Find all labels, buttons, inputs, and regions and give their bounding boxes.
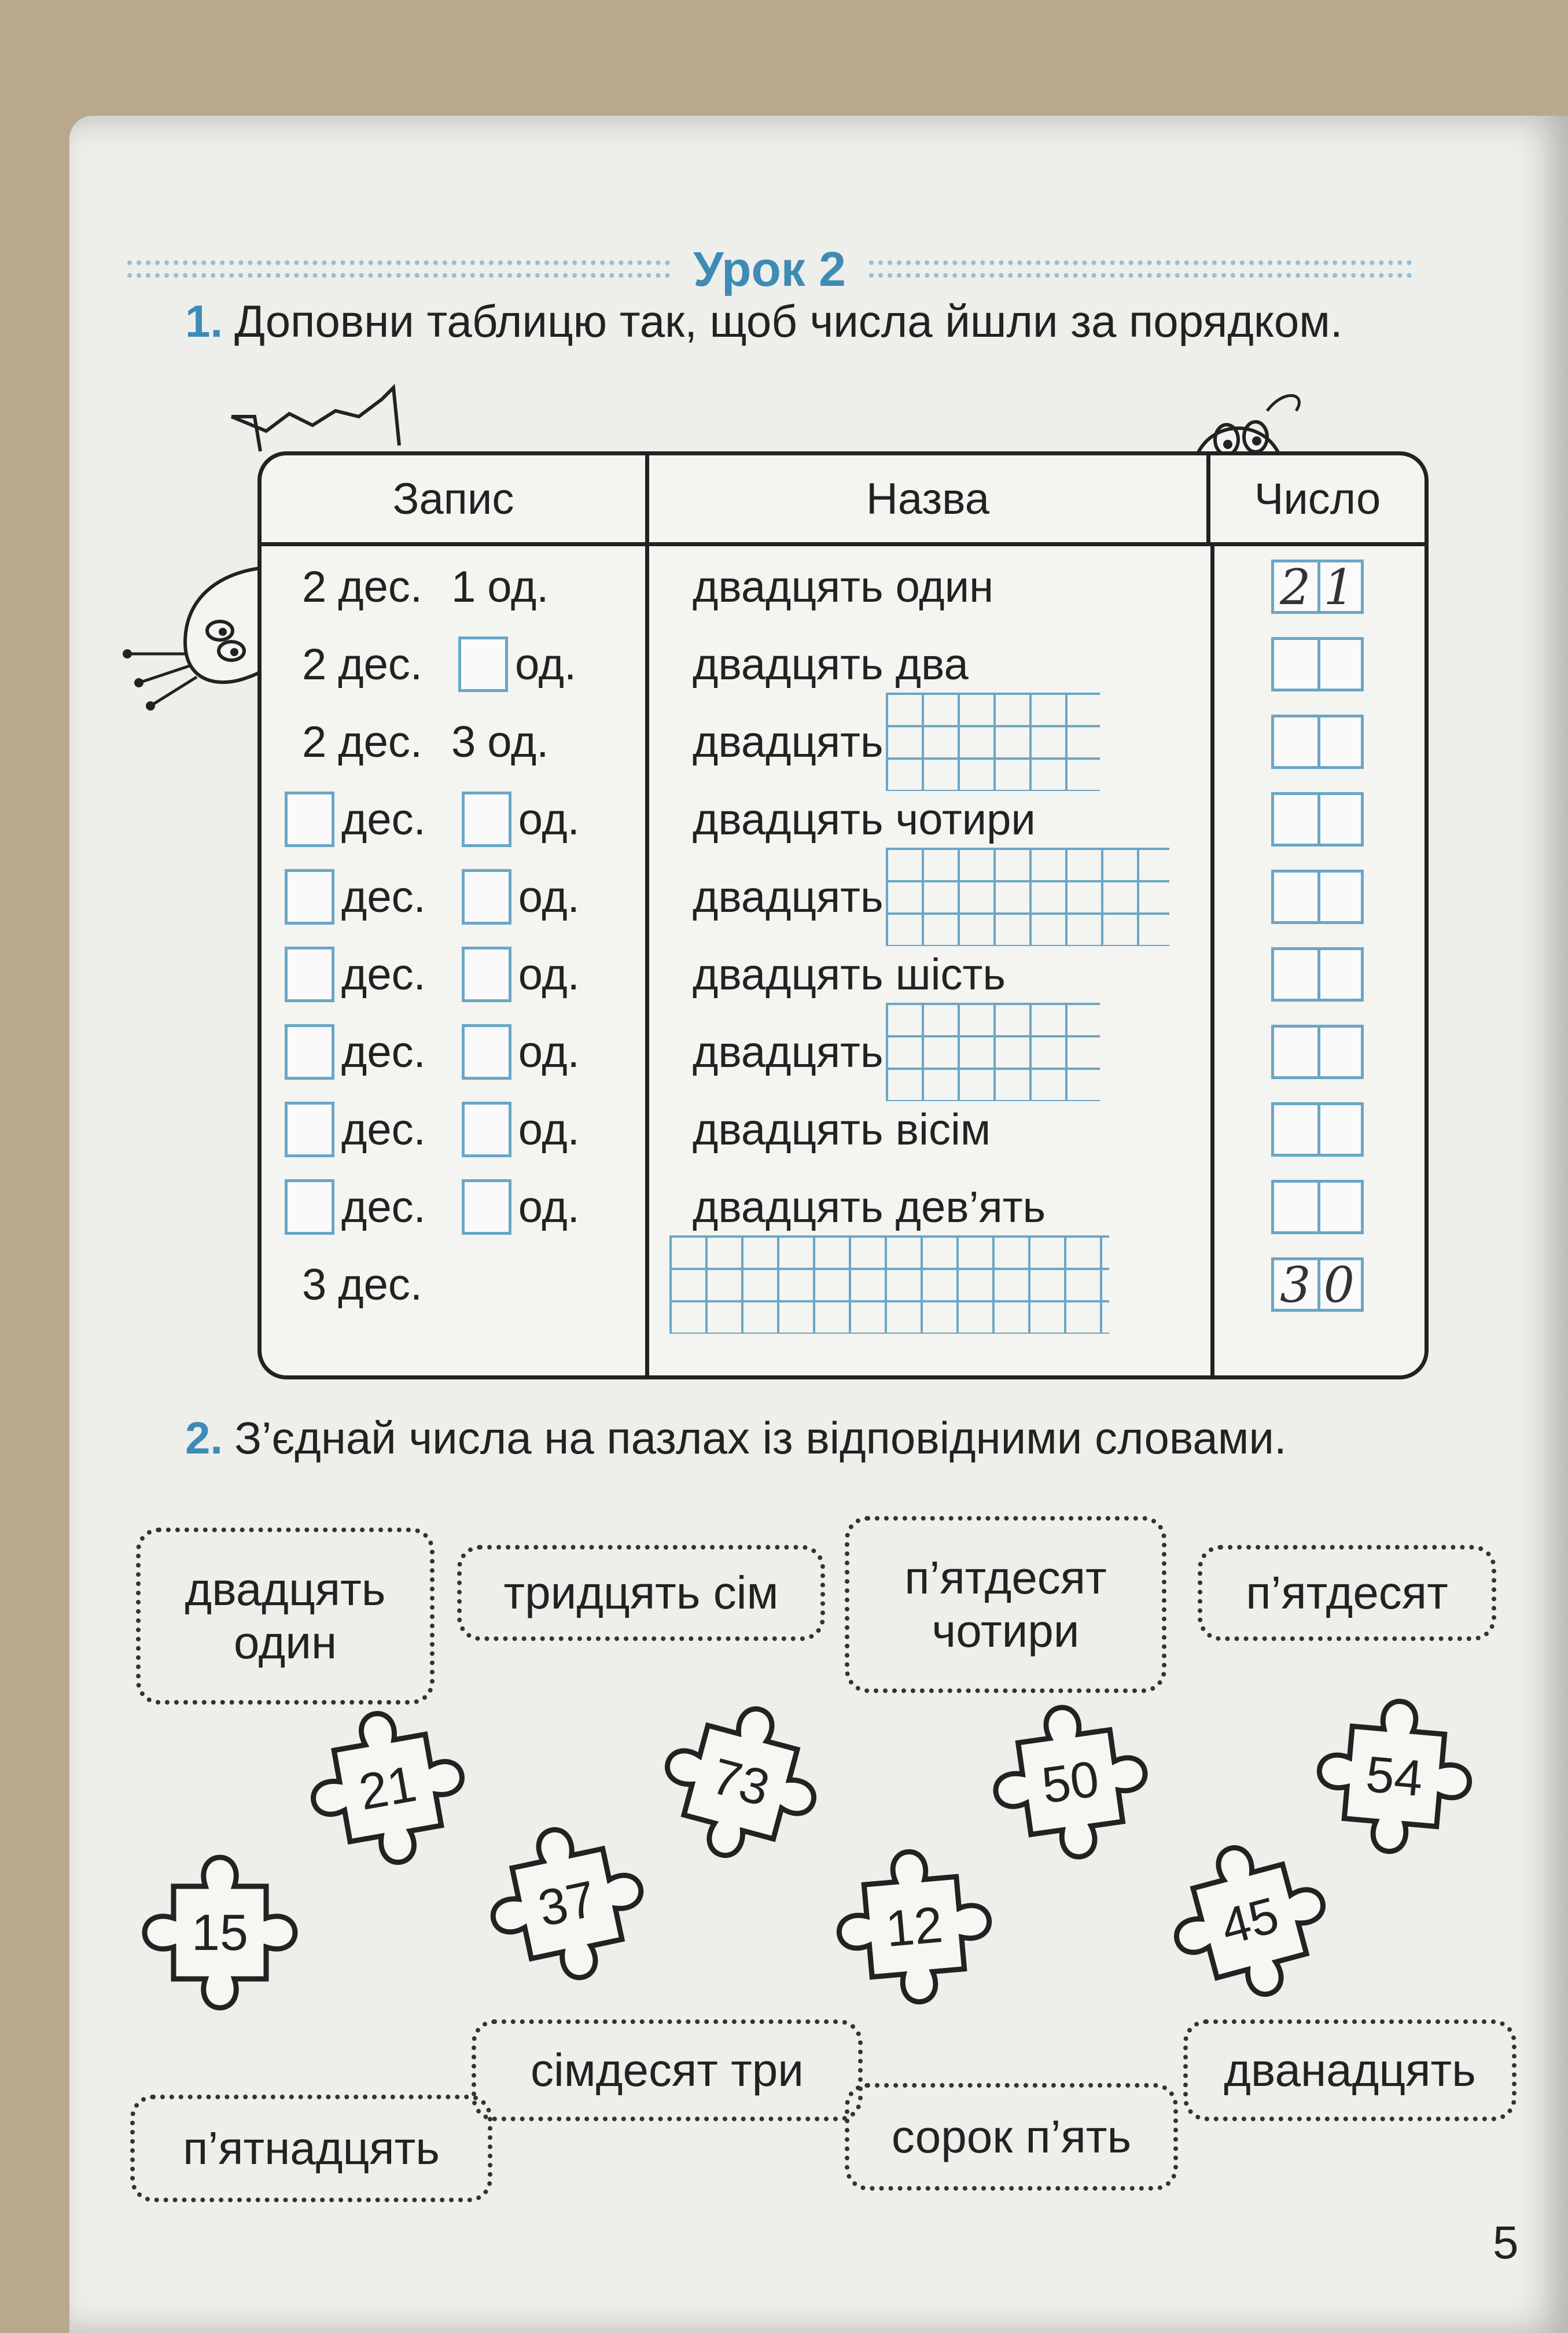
- number-input-box[interactable]: [1271, 947, 1364, 1002]
- number-cell: [1210, 781, 1425, 858]
- units-label: од.: [518, 794, 580, 844]
- units-input-box[interactable]: [458, 636, 508, 692]
- record-cell: [262, 1246, 649, 1323]
- number-name: двадцять: [693, 872, 884, 922]
- tens-label: дес.: [341, 1182, 426, 1232]
- name-cell: [649, 858, 1210, 936]
- number-name: двадцять: [693, 717, 884, 767]
- units-label: од.: [518, 950, 580, 999]
- name-cell: [649, 1246, 1210, 1323]
- table-row: [262, 703, 1425, 781]
- tens-label: дес.: [341, 1105, 426, 1154]
- header-name: Назва: [649, 455, 1210, 542]
- record-cell: [262, 1091, 649, 1168]
- name-cell: [649, 1091, 1210, 1168]
- lesson-title: Урок 2: [693, 241, 846, 296]
- table-row: [262, 1091, 1425, 1168]
- name-cell: [649, 625, 1210, 703]
- number-name: двадцять чотири: [693, 794, 1036, 844]
- number-name: двадцять шість: [693, 950, 1006, 999]
- task1-instruction: [185, 295, 1516, 348]
- number-cell: [1210, 548, 1425, 625]
- dotted-ornament-right: [869, 260, 1412, 278]
- record-cell: [262, 703, 649, 781]
- word-box[interactable]: сімдесят три: [472, 2019, 863, 2121]
- dotted-ornament-left: [127, 260, 670, 278]
- puzzle-number: 50: [1038, 1749, 1103, 1815]
- word-box[interactable]: двадцять один: [136, 1528, 435, 1705]
- number-input-box[interactable]: [1271, 715, 1364, 769]
- writing-grid[interactable]: [886, 693, 1100, 791]
- tens-input-box[interactable]: [285, 1024, 334, 1080]
- task2-text: З’єднай числа на пазлах із відповідними словами.: [234, 1412, 1287, 1463]
- name-cell: [649, 1013, 1210, 1091]
- units-label: од.: [515, 639, 577, 689]
- number-input-box[interactable]: [1271, 870, 1364, 924]
- name-cell: [649, 1168, 1210, 1246]
- handwritten-number: 21: [1280, 559, 1367, 616]
- record-cell: [262, 858, 649, 936]
- units-value: 1: [451, 562, 476, 612]
- tens-value: 3: [302, 1260, 327, 1309]
- tens-value: 2: [302, 717, 327, 767]
- name-cell: [649, 703, 1210, 781]
- lesson-header: [127, 237, 1412, 301]
- number-input-box[interactable]: [1271, 792, 1364, 847]
- number-cell: [1210, 1168, 1425, 1246]
- tens-label: дес.: [338, 639, 423, 689]
- tens-input-box[interactable]: [285, 869, 334, 925]
- task2-instruction: [185, 1412, 1516, 1464]
- table-row: [262, 1168, 1425, 1246]
- table-body: [262, 542, 1425, 1375]
- puzzle-piece[interactable]: [464, 1801, 670, 2007]
- tens-value: 2: [302, 639, 327, 689]
- name-cell: [649, 936, 1210, 1013]
- word-box[interactable]: п’ятнадцять: [130, 2095, 492, 2202]
- tens-input-box[interactable]: [285, 947, 334, 1002]
- number-table: [257, 451, 1429, 1379]
- puzzle-number: 37: [533, 1869, 601, 1938]
- task2-number: 2.: [185, 1412, 223, 1463]
- units-input-box[interactable]: [462, 947, 511, 1002]
- number-input-box[interactable]: [1271, 637, 1364, 691]
- number-cell: [1210, 1246, 1425, 1323]
- name-cell: [649, 548, 1210, 625]
- table-row: [262, 548, 1425, 625]
- units-input-box[interactable]: [462, 792, 511, 847]
- writing-grid[interactable]: [669, 1235, 1109, 1334]
- units-label: од.: [518, 1105, 580, 1154]
- record-cell: [262, 936, 649, 1013]
- number-cell: [1210, 936, 1425, 1013]
- units-label: од.: [518, 1027, 580, 1077]
- number-name: двадцять дев’ять: [693, 1182, 1046, 1232]
- units-label: од.: [518, 1182, 580, 1232]
- units-input-box[interactable]: [462, 1024, 511, 1080]
- table-row: [262, 625, 1425, 703]
- number-cell: [1210, 858, 1425, 936]
- word-box[interactable]: п’ятдесят чотири: [845, 1516, 1166, 1693]
- tens-value: 2: [302, 562, 327, 612]
- puzzle-number: 12: [883, 1895, 945, 1958]
- number-input-box[interactable]: [1271, 1025, 1364, 1079]
- units-label: од.: [487, 562, 549, 612]
- tens-label: дес.: [341, 794, 426, 844]
- tens-input-box[interactable]: [285, 792, 334, 847]
- number-name: двадцять вісім: [693, 1105, 991, 1154]
- number-cell: [1210, 1013, 1425, 1091]
- table-row: [262, 781, 1425, 858]
- number-name: двадцять два: [693, 639, 969, 689]
- puzzle-piece[interactable]: [820, 1832, 1008, 2021]
- record-cell: [262, 625, 649, 703]
- puzzle-number: 45: [1214, 1886, 1284, 1956]
- tens-label: дес.: [341, 872, 426, 922]
- puzzle-piece[interactable]: [133, 1846, 307, 2019]
- units-input-box[interactable]: [462, 1179, 511, 1235]
- units-value: 3: [451, 717, 476, 767]
- record-cell: [262, 1013, 649, 1091]
- number-cell: [1210, 703, 1425, 781]
- puzzle-piece[interactable]: [973, 1684, 1169, 1881]
- puzzle-number: 21: [355, 1754, 421, 1821]
- tens-label: дес.: [341, 1027, 426, 1077]
- table-row: [262, 936, 1425, 1013]
- tens-label: дес.: [338, 562, 423, 612]
- tens-label: дес.: [338, 1260, 423, 1309]
- puzzle-number: 73: [706, 1747, 776, 1817]
- number-cell: [1210, 625, 1425, 703]
- writing-grid[interactable]: [886, 1003, 1100, 1101]
- units-label: од.: [518, 872, 580, 922]
- number-input-box[interactable]: [1271, 1180, 1364, 1234]
- puzzle-piece[interactable]: [1300, 1682, 1488, 1870]
- table-row: [262, 858, 1425, 936]
- tens-input-box[interactable]: [285, 1102, 334, 1157]
- table-row: [262, 1246, 1425, 1323]
- record-cell: [262, 548, 649, 625]
- page-number: 5: [1493, 2217, 1519, 2268]
- tens-label: дес.: [341, 950, 426, 999]
- word-box[interactable]: п’ятдесят: [1198, 1545, 1496, 1641]
- units-input-box[interactable]: [462, 1102, 511, 1157]
- number-input-box[interactable]: [1271, 1102, 1364, 1157]
- number-input-box[interactable]: [1271, 559, 1367, 616]
- record-cell: [262, 1168, 649, 1246]
- task1-number: 1.: [185, 296, 223, 347]
- handwritten-number: 30: [1280, 1257, 1367, 1313]
- units-label: од.: [487, 717, 549, 767]
- name-cell: [649, 781, 1210, 858]
- puzzle-piece[interactable]: [287, 1687, 488, 1889]
- table-row: [262, 1013, 1425, 1091]
- record-cell: [262, 781, 649, 858]
- number-cell: [1210, 1091, 1425, 1168]
- number-name: двадцять: [693, 1027, 884, 1077]
- word-box[interactable]: дванадцять: [1183, 2019, 1517, 2121]
- puzzle-number: 54: [1363, 1745, 1426, 1808]
- table-header: [262, 455, 1425, 546]
- word-box[interactable]: тридцять сім: [457, 1545, 825, 1641]
- header-record: Запис: [262, 455, 649, 542]
- tens-label: дес.: [338, 717, 423, 767]
- number-input-box[interactable]: [1271, 1257, 1367, 1313]
- word-box[interactable]: сорок п’ять: [845, 2083, 1178, 2191]
- tens-input-box[interactable]: [285, 1179, 334, 1235]
- units-input-box[interactable]: [462, 869, 511, 925]
- header-number: Число: [1254, 474, 1381, 524]
- writing-grid[interactable]: [886, 848, 1169, 946]
- number-name: двадцять один: [693, 562, 994, 612]
- task1-text: Доповни таблицю так, щоб числа йшли за порядком.: [234, 296, 1343, 347]
- puzzle-number: 15: [192, 1904, 248, 1961]
